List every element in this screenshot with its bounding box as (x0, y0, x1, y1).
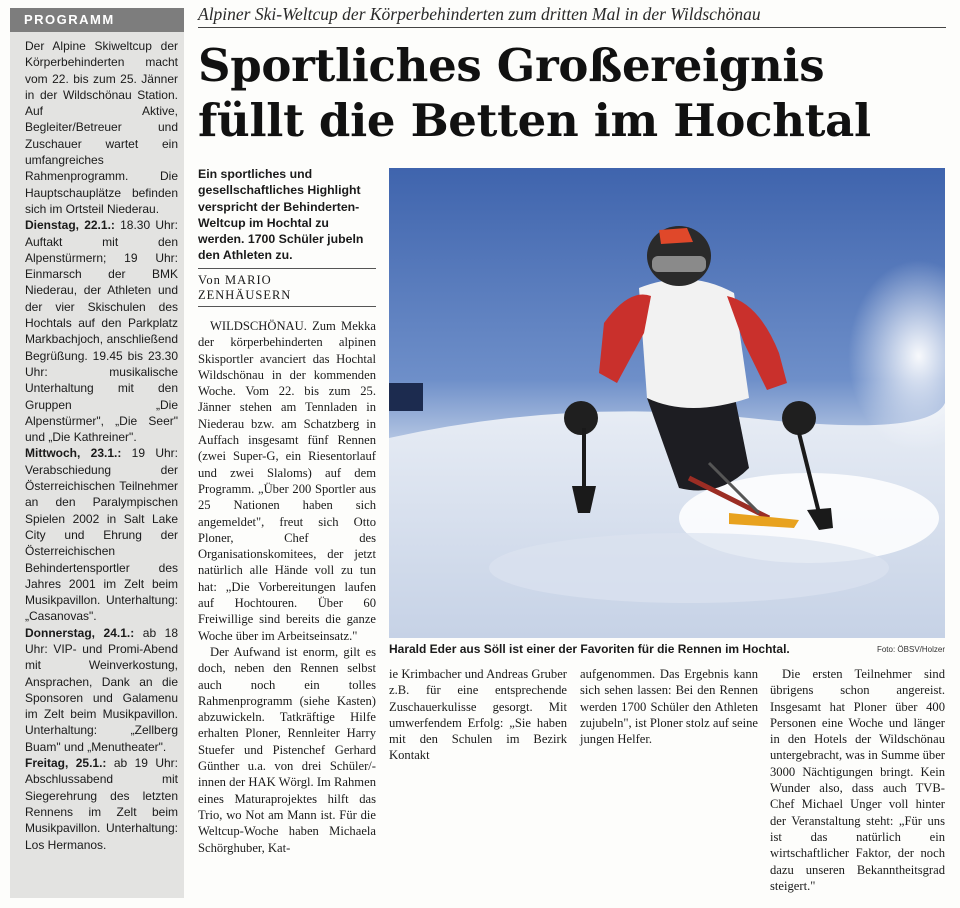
sidebar-body (10, 32, 184, 853)
article-paragraph: aufgenommen. Das Ergebnis kann sich sehen lassen: Bei den Rennen werden 1700 Schüler den Athleten zujubeln", ist Ploner stolz auf seine jungen Helfer. (580, 667, 758, 747)
program-day-text: ab 18 Uhr: VIP- und Promi-Abend mit Weinverkostung, Ansprachen, Dank an die Sponsoren und Galamenu im Zelt beim Musikpavillon. Unterhaltung: „Zellberg Buam" und „Menutheater". (25, 625, 178, 754)
article-byline (198, 268, 376, 307)
article-column-1 (198, 318, 376, 856)
article-column-3 (580, 666, 758, 747)
photo-credit: Foto: ÖBSV/Holzer (876, 645, 945, 654)
sidebar-intro: Der Alpine Skiweltcup der Körperbehinderten macht vom 22. bis zum 25. Jänner in der Wildschönau Station. Auf Aktive, Begleiter/Betreuer und Zuschauer wartet ein umfangreiches Rahmenprogramm. Die Hauptschauplätze befinden sich im Ortsteil Niederau. (25, 39, 178, 216)
program-day-text: 18.30 Uhr: Auftakt mit den Alpenstürmern; 19 Uhr: Einmarsch der BMK Niederau, der Athleten und der vier Skischulen des Hochtals auf den Parkplatz Markbachjoch, anschließend Begrüßung. 19.45 bis 23.30 Uhr: musikalische Unterhaltung mit den Gruppen „Die Alpenstürmer", „Die Seer" und „Die Kathreiner". (25, 218, 179, 445)
article-column-4 (770, 666, 945, 894)
program-day-entry (25, 755, 178, 853)
program-day-label: Freitag, 25.1.: (25, 756, 107, 771)
article-paragraph: Der Aufwand ist enorm, gilt es doch, neben den Rennen selbst auch noch ein tolles Rahmenprogramm (siehe Kasten) abzuwickeln. Tatkräftige Hilfe erhalten Ploner, Rennleiter Harry Stuefer und Pistenchef Gerhard Günther u.a. von drei Schüler/-innen der HAK Wörgl. Im Rahmen eines Maturaprojektes hilft das Trio, wo Not am Mann ist. Für die Weltcup-Woche haben Michaela Schörghuber, Kat- (198, 644, 376, 855)
program-day-label: Dienstag, 22.1.: (25, 218, 115, 233)
sidebar-heading: PROGRAMM (10, 8, 184, 32)
article-intro: Ein sportliches und gesellschaftliches Highlight verspricht der Behinderten-Weltcup im Hochtal zu werden. 1700 Schüler jubeln den Athleten zu. (198, 167, 364, 263)
program-day-entry (25, 217, 178, 445)
program-day-text: 19 Uhr: Verabschiedung der Österreichischen Teilnehmer an den Paralympischen Spielen 2002 in Salt Lake City und Ehrung der Österreichischen Behindertensportler des Jahres 2001 im Zelt beim Musikpavillon. Unterhaltung: „Casanovas". (25, 446, 179, 624)
byline-line-2: ZENHÄUSERN (198, 288, 292, 302)
program-day-label: Mittwoch, 23.1.: (25, 446, 122, 461)
sit-skier-image (389, 168, 945, 638)
photo-caption: Harald Eder aus Söll ist einer der Favoriten für die Rennen im Hochtal. (389, 642, 790, 656)
program-day-entry (25, 445, 178, 624)
program-day-entry (25, 625, 178, 755)
program-day-label: Donnerstag, 24.1.: (25, 625, 135, 640)
article-paragraph: WILDSCHÖNAU. Zum Mekka der körperbehinderten alpinen Skisportler avanciert das Hochtal Wildschönau in der kommenden Woche. Vom 22. bis zum 25. Jänner stehen am Tennladen in Niederau bzw. am Schatzberg in Auffach insgesamt fünf Rennen (zwei Super-G, ein Riesentorlauf und zwei Slaloms) auf dem Programm. „Über 200 Sportler aus 25 Nationen haben sich angemeldet", freut sich Otto Ploner, Chef des Organisationskomitees, der jetzt natürlich alle Hände voll zu tun hat: „Die Vorbereitungen laufen auf Hochtouren. Über 60 Freiwillige sind bereits die ganze Woche über im Arbeitseinsatz." (198, 319, 376, 643)
headline-line-2: füllt die Betten im Hochtal (198, 94, 871, 147)
skier-photo (389, 168, 945, 638)
article-paragraph: ie Krimbacher und Andreas Gruber z.B. für eine entsprechende Zuschauerkulisse gesorgt. Mit umwerfendem Erfolg: „Sie haben mit den Schulen im Bezirk Kontakt (389, 667, 567, 763)
headline-line-1: Sportliches Großereignis (198, 39, 825, 92)
byline-line-1: Von MARIO (198, 273, 272, 287)
article-paragraph: Die ersten Teilnehmer sind übrigens schon angereist. Insgesamt hat Ploner über 400 Personen eine Woche und länger in den Hotels der Wildschönau untergebracht, was in Summe über 3000 Nächtigungen bringt. Kein Wunder also, dass auch TVB-Chef Michael Unger voll hinter der Veranstaltung steht: „Für uns ist das natürlich ein wirtschaftlicher Faktor, der noch dazu unseren Bekanntheitsgrad steigert." (770, 667, 945, 893)
article-headline (198, 38, 946, 148)
photo-caption-row (389, 642, 945, 660)
article-kicker: Alpiner Ski-Weltcup der Körperbehinderten zum dritten Mal in der Wildschönau (198, 4, 946, 28)
program-sidebar (10, 8, 184, 898)
article-column-2 (389, 666, 567, 764)
program-day-text: ab 19 Uhr: Abschlussabend mit Siegerehrung des letzten Rennens im Zelt beim Musikpavillon. Unterhaltung: Los Hermanos. (25, 756, 178, 852)
